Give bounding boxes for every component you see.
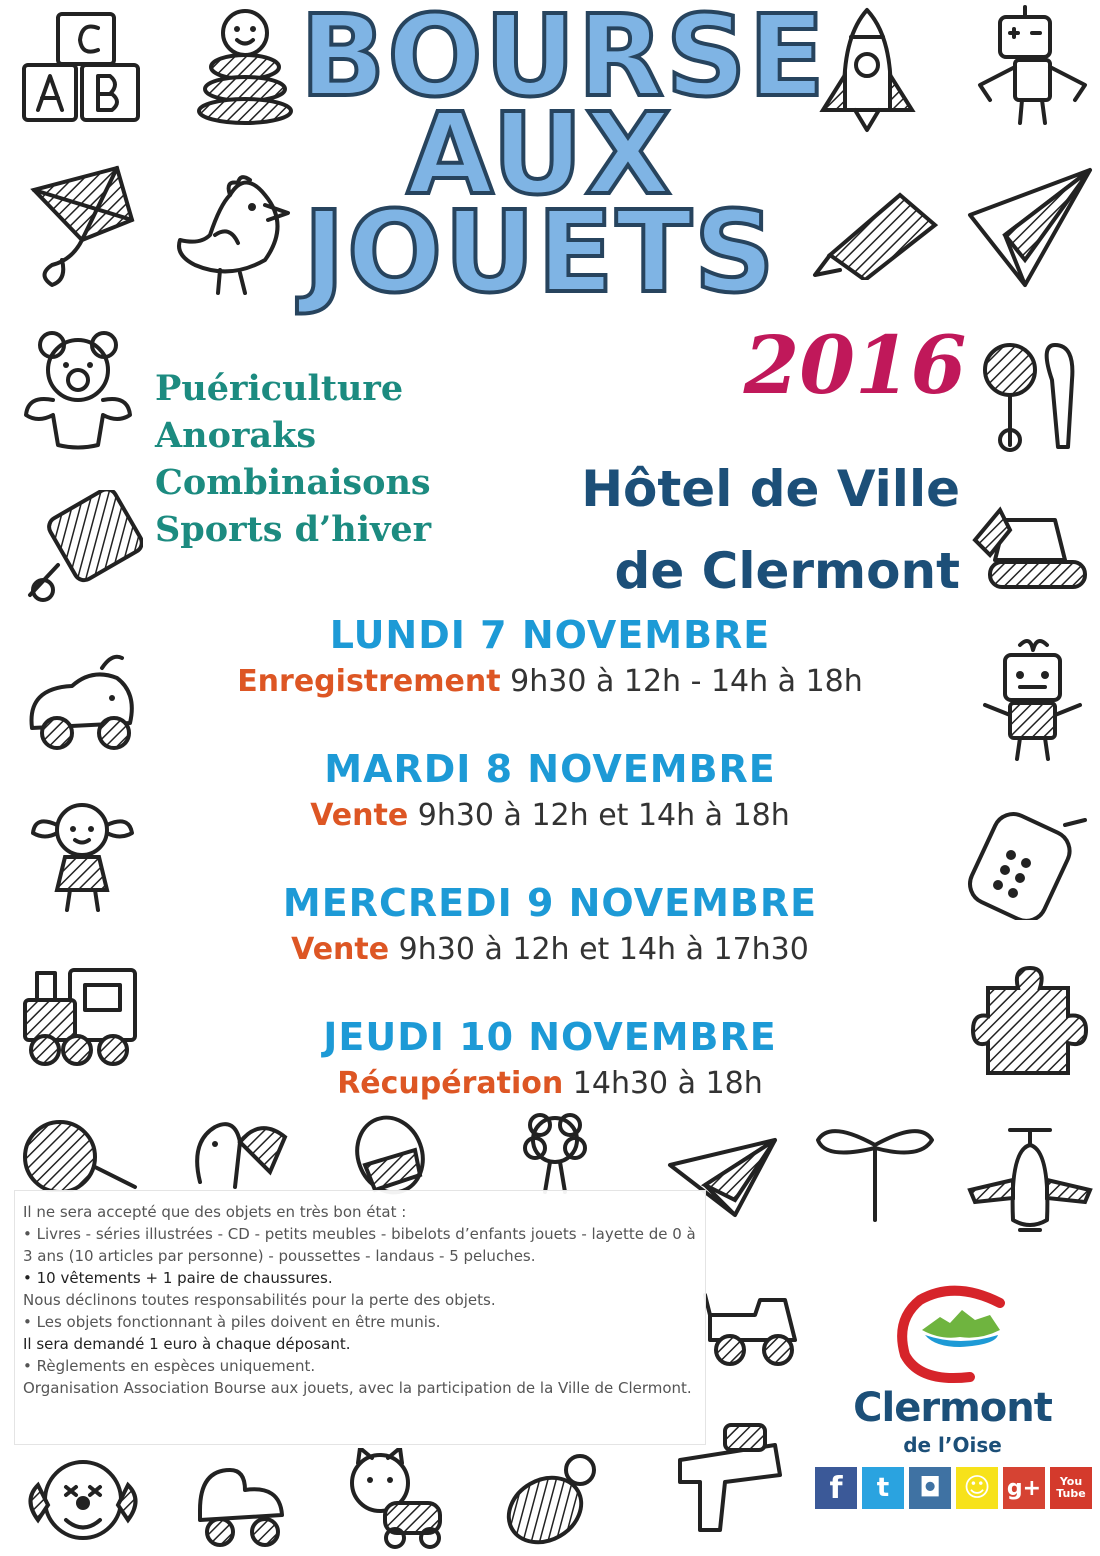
page-title bbox=[300, 0, 827, 318]
notice-line: • Les objets fonctionnant à piles doivent en être munis. bbox=[23, 1313, 441, 1331]
notice-line: Nous déclinons toutes responsabilités pour la perte des objets. bbox=[23, 1291, 496, 1309]
paper-plane-icon bbox=[965, 165, 1095, 290]
propeller-icon bbox=[810, 1120, 940, 1230]
notice-line: Il sera demandé 1 euro à chaque déposant. bbox=[23, 1335, 351, 1353]
cat-toy-icon bbox=[340, 1448, 450, 1550]
snapchat-icon[interactable]: ☺ bbox=[956, 1467, 998, 1509]
notice-line: Organisation Association Bourse aux jouets, avec la participation de la Ville de Clermont. bbox=[23, 1379, 692, 1397]
day-hours: 14h30 à 18h bbox=[572, 1066, 763, 1101]
day-title: LUNDI 7 NOVEMBRE bbox=[329, 613, 771, 657]
facebook-icon[interactable]: f bbox=[815, 1467, 857, 1509]
day-activity: Vente bbox=[310, 798, 409, 833]
day-title: MERCREDI 9 NOVEMBRE bbox=[282, 881, 818, 925]
day-hours-line bbox=[0, 794, 1100, 838]
stacking-rings-icon bbox=[195, 5, 295, 125]
pacifier-icon bbox=[495, 1450, 605, 1550]
notice-line: • 10 vêtements + 1 paire de chaussures. bbox=[23, 1269, 333, 1287]
chick-icon bbox=[170, 165, 300, 300]
youtube-icon[interactable]: You Tube bbox=[1050, 1467, 1092, 1509]
day-title: JEUDI 10 NOVEMBRE bbox=[323, 1015, 777, 1059]
title-line-1: BOURSE bbox=[300, 0, 827, 122]
rattle-icon bbox=[15, 1112, 140, 1192]
venue bbox=[530, 448, 960, 612]
venue-line-2: de Clermont bbox=[614, 542, 960, 600]
conditions-notice bbox=[14, 1190, 706, 1445]
kite-icon bbox=[22, 160, 137, 295]
schedule-day bbox=[0, 612, 1100, 704]
day-activity: Enregistrement bbox=[237, 664, 501, 699]
logo-name: Clermont bbox=[853, 1385, 1052, 1431]
category-list bbox=[155, 365, 431, 553]
schedule-day bbox=[0, 746, 1100, 838]
day-activity: Récupération bbox=[337, 1066, 564, 1101]
google-plus-icon[interactable]: g+ bbox=[1003, 1467, 1045, 1509]
robot-icon bbox=[970, 5, 1095, 130]
category-item: Combinaisons bbox=[155, 462, 431, 503]
notice-line: • Livres - séries illustrées - CD - petits meubles - bibelots d’enfants jouets - layette de 0 à 3 ans (10 articles par personne) - poussettes - landaus - 5 peluches. bbox=[23, 1225, 696, 1265]
schedule-day bbox=[0, 880, 1100, 972]
spoon-and-rattle-icon bbox=[980, 335, 1085, 455]
twitter-icon[interactable]: t bbox=[862, 1467, 904, 1509]
instagram-icon[interactable]: ◘ bbox=[909, 1467, 951, 1509]
clermont-emblem-icon bbox=[850, 1285, 1055, 1385]
duck-toy-icon bbox=[190, 1450, 290, 1550]
rocking-horse-icon bbox=[180, 1112, 290, 1192]
day-hours: 9h30 à 12h - 14h à 18h bbox=[510, 664, 863, 699]
crayon-icon bbox=[810, 180, 945, 280]
day-hours-line bbox=[0, 928, 1100, 972]
title-line-3: JOUETS bbox=[303, 188, 777, 318]
schedule-day bbox=[0, 1014, 1100, 1106]
clermont-logo bbox=[850, 1285, 1055, 1465]
flower-doll-icon bbox=[510, 1110, 600, 1195]
bulldozer-icon bbox=[965, 500, 1095, 595]
notice-line: • Règlements en espèces uniquement. bbox=[23, 1357, 316, 1375]
category-item: Puériculture bbox=[155, 368, 404, 409]
venue-line-1: Hôtel de Ville bbox=[581, 460, 960, 518]
abc-blocks-icon bbox=[20, 10, 145, 125]
day-hours: 9h30 à 12h et 14h à 18h bbox=[417, 798, 790, 833]
rocket-icon bbox=[815, 5, 920, 135]
day-hours-line bbox=[0, 1062, 1100, 1106]
airplane-icon bbox=[965, 1120, 1095, 1245]
year-label: 2016 bbox=[743, 318, 967, 412]
title-line-2: AUX bbox=[406, 90, 674, 220]
day-hours-line bbox=[0, 660, 1100, 704]
matryoshka-icon bbox=[345, 1110, 435, 1195]
tow-truck-icon bbox=[700, 1290, 800, 1370]
category-item: Sports d’hiver bbox=[155, 509, 432, 550]
clown-icon bbox=[18, 1445, 148, 1550]
drum-icon bbox=[18, 490, 143, 610]
teddy-bear-icon bbox=[18, 325, 138, 455]
logo-subtitle: de l’Oise bbox=[903, 1433, 1002, 1457]
day-title: MARDI 8 NOVEMBRE bbox=[324, 747, 776, 791]
notice-line: Il ne sera accepté que des objets en très bon état : bbox=[23, 1203, 407, 1221]
category-item: Anoraks bbox=[155, 415, 317, 456]
social-links bbox=[815, 1467, 1092, 1509]
day-hours: 9h30 à 12h et 14h à 17h30 bbox=[398, 932, 809, 967]
day-activity: Vente bbox=[291, 932, 390, 967]
